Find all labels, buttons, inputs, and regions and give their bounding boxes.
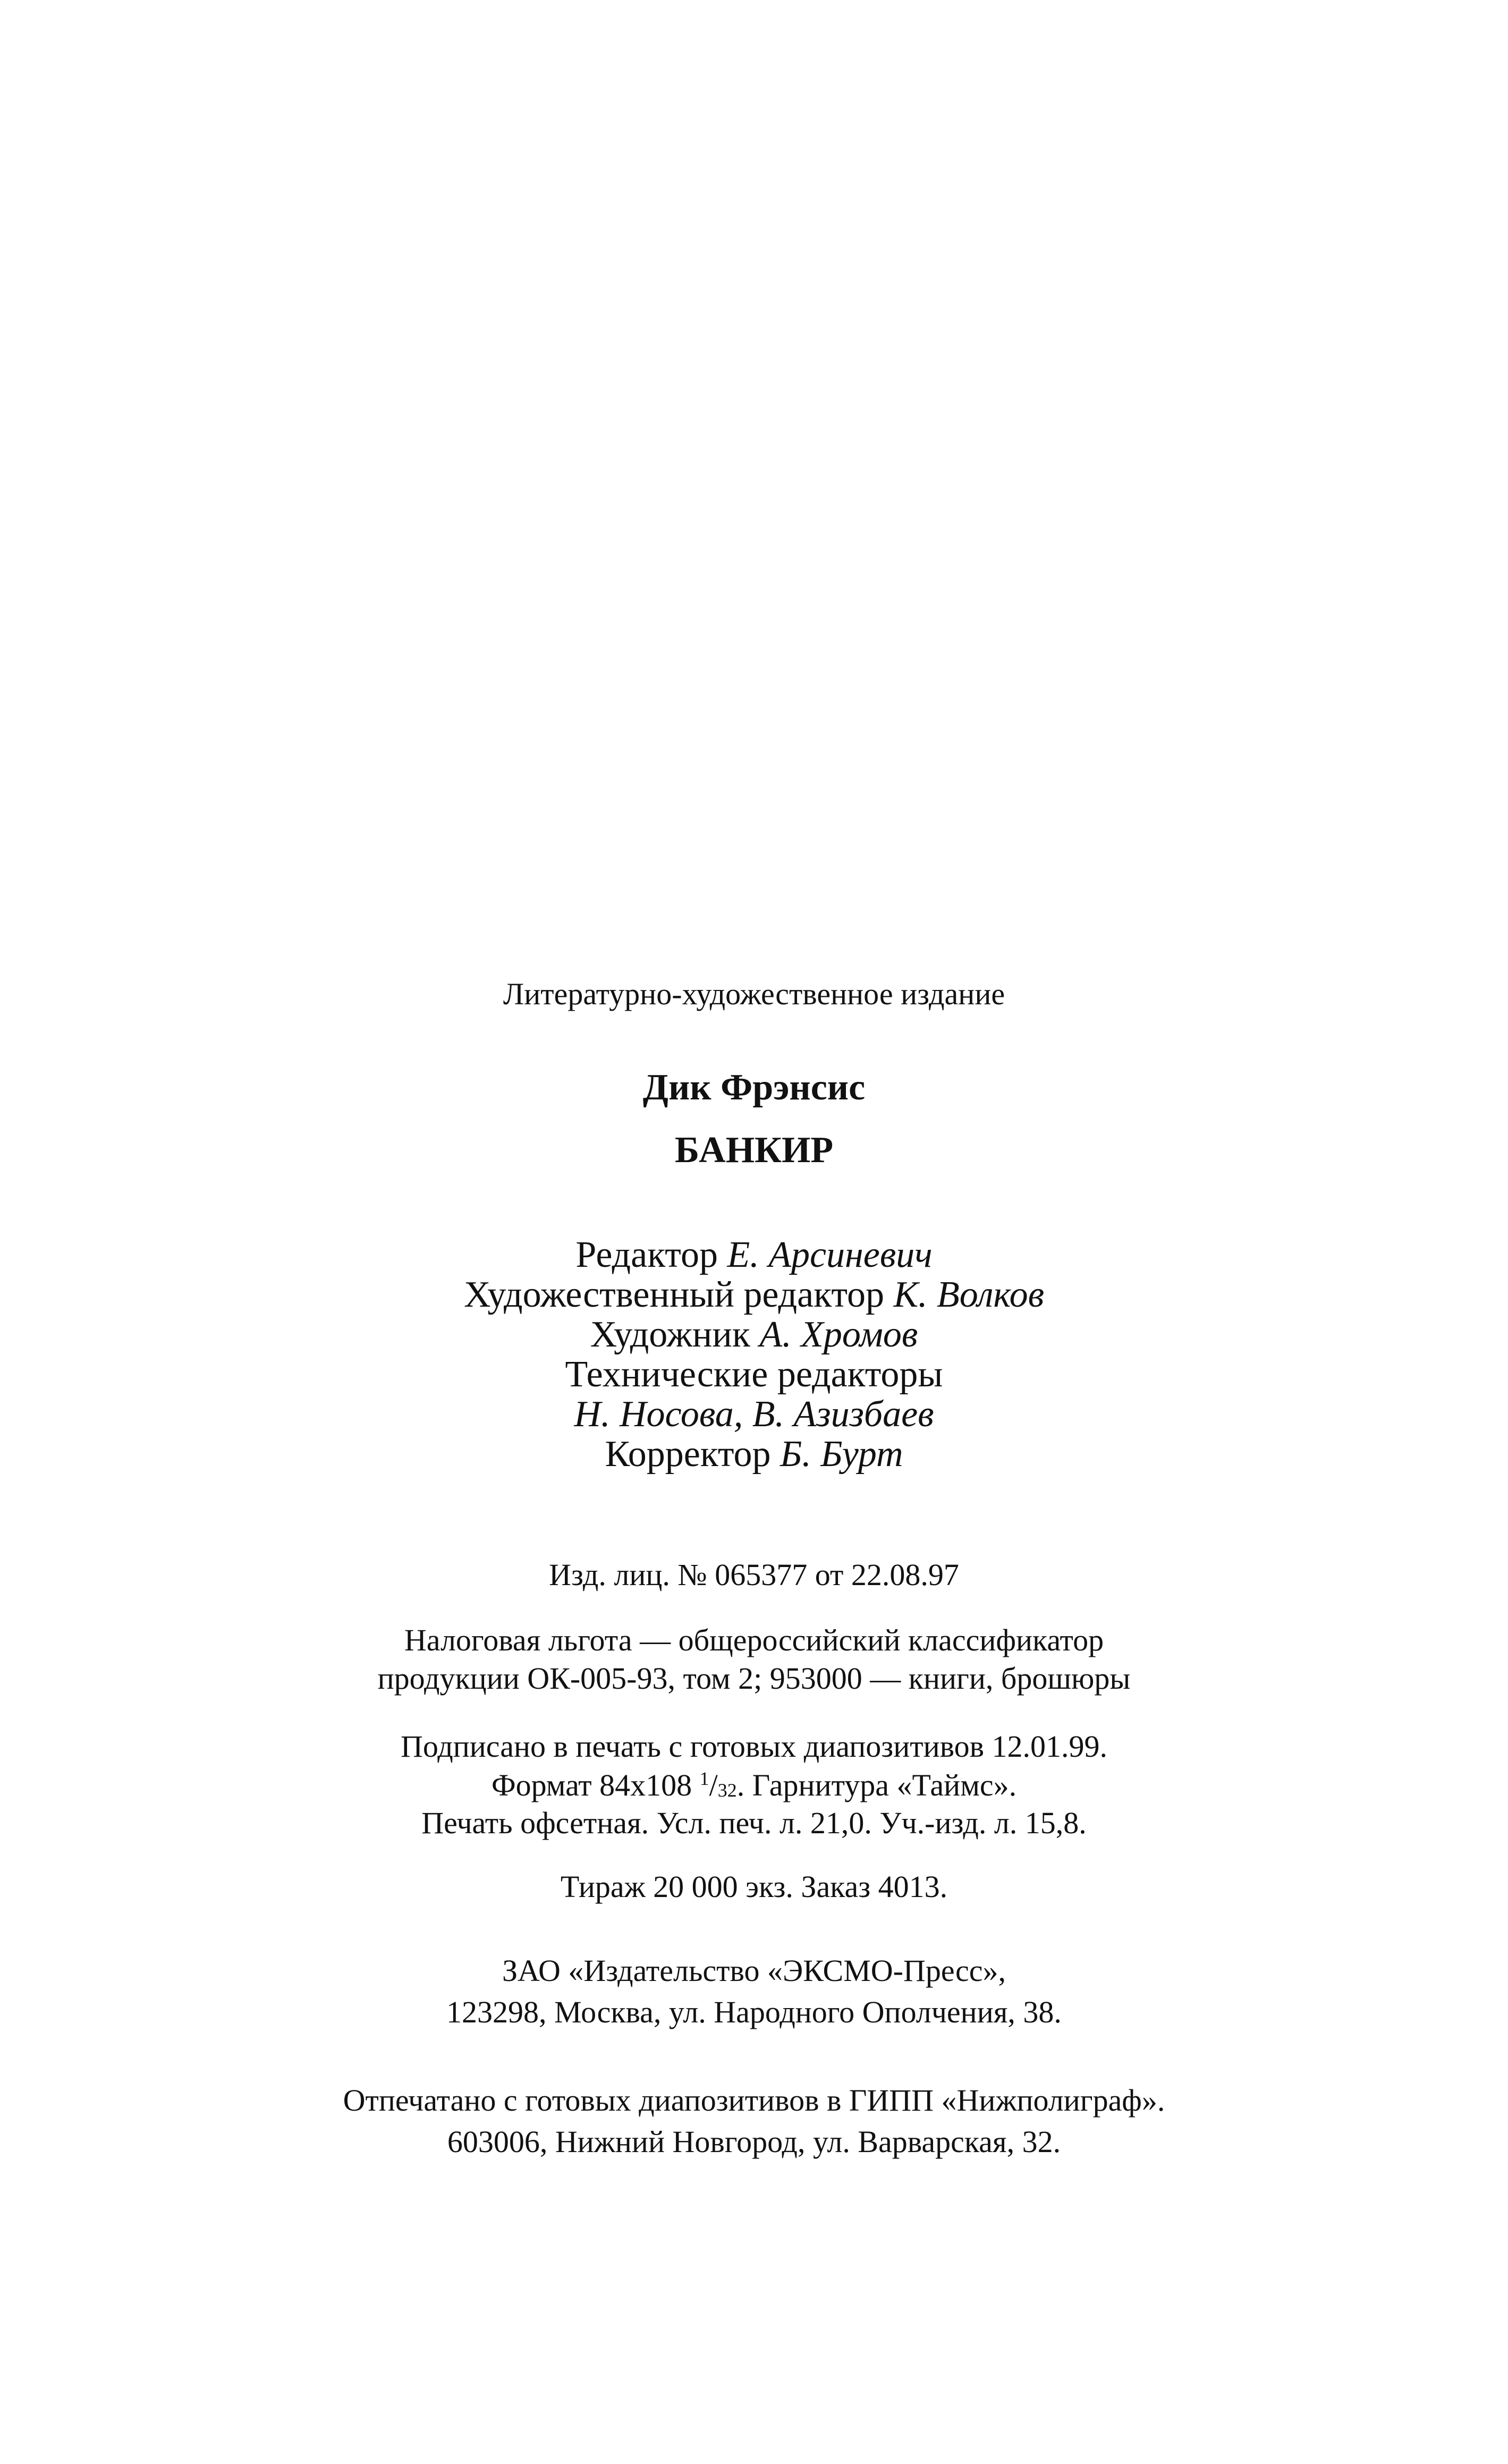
credit-name: А. Хромов — [759, 1314, 918, 1355]
print-run: Тираж 20 000 экз. Заказ 4013. — [560, 1869, 948, 1904]
print-format — [0, 1769, 1508, 1801]
credit-editor — [0, 1234, 1508, 1275]
credit-artist — [0, 1316, 1508, 1353]
format-prefix: Формат 84x108 — [491, 1767, 692, 1802]
print-signed: Подписано в печать с готовых диапозитивов 12.01.99. — [400, 1729, 1107, 1764]
printer-address: 603006, Нижний Новгород, ул. Варварская, 32. — [447, 2124, 1061, 2159]
credit-name: Б. Бурт — [780, 1434, 903, 1475]
credit-corrector — [0, 1436, 1508, 1473]
printer-name: Отпечатано с готовых диапозитивов в ГИПП «Нижполиграф». — [343, 2083, 1165, 2118]
tax-line-1: Налоговая льгота — общероссийский классификатор — [404, 1623, 1104, 1657]
format-suffix: . Гарнитура «Таймс». — [736, 1767, 1017, 1802]
print-offset: Печать офсетная. Усл. печ. л. 21,0. Уч.-изд. л. 15,8. — [421, 1806, 1087, 1840]
credit-art-editor — [0, 1276, 1508, 1314]
format-fraction — [700, 1768, 737, 1802]
book-title: БАНКИР — [674, 1130, 834, 1171]
credit-name: Е. Арсиневич — [727, 1234, 933, 1275]
credit-name: К. Волков — [893, 1274, 1044, 1315]
publisher-name: ЗАО «Издательство «ЭКСМО-Пресс», — [502, 1953, 1006, 1988]
publisher-address: 123298, Москва, ул. Народного Ополчения, 38. — [446, 1995, 1062, 2029]
edition-type: Литературно-художественное издание — [503, 977, 1005, 1011]
fraction-slash: / — [709, 1767, 718, 1802]
fraction-denominator: 32 — [717, 1779, 737, 1801]
tax-line-2: продукции ОК-005-93, том 2; 953000 — книги, брошюры — [377, 1661, 1131, 1696]
credit-role: Редактор — [575, 1234, 718, 1275]
book-author: Дик Фрэнсис — [642, 1067, 866, 1108]
fraction-numerator: 1 — [699, 1768, 709, 1789]
credit-tech-editors-names: Н. Носова, В. Азизбаев — [574, 1394, 934, 1435]
credit-tech-editors-role: Технические редакторы — [565, 1354, 943, 1395]
credit-role: Корректор — [605, 1434, 771, 1475]
credit-role: Художественный редактор — [464, 1274, 884, 1315]
credit-role: Художник — [590, 1314, 750, 1355]
publisher-license: Изд. лиц. № 065377 от 22.08.97 — [549, 1557, 959, 1592]
